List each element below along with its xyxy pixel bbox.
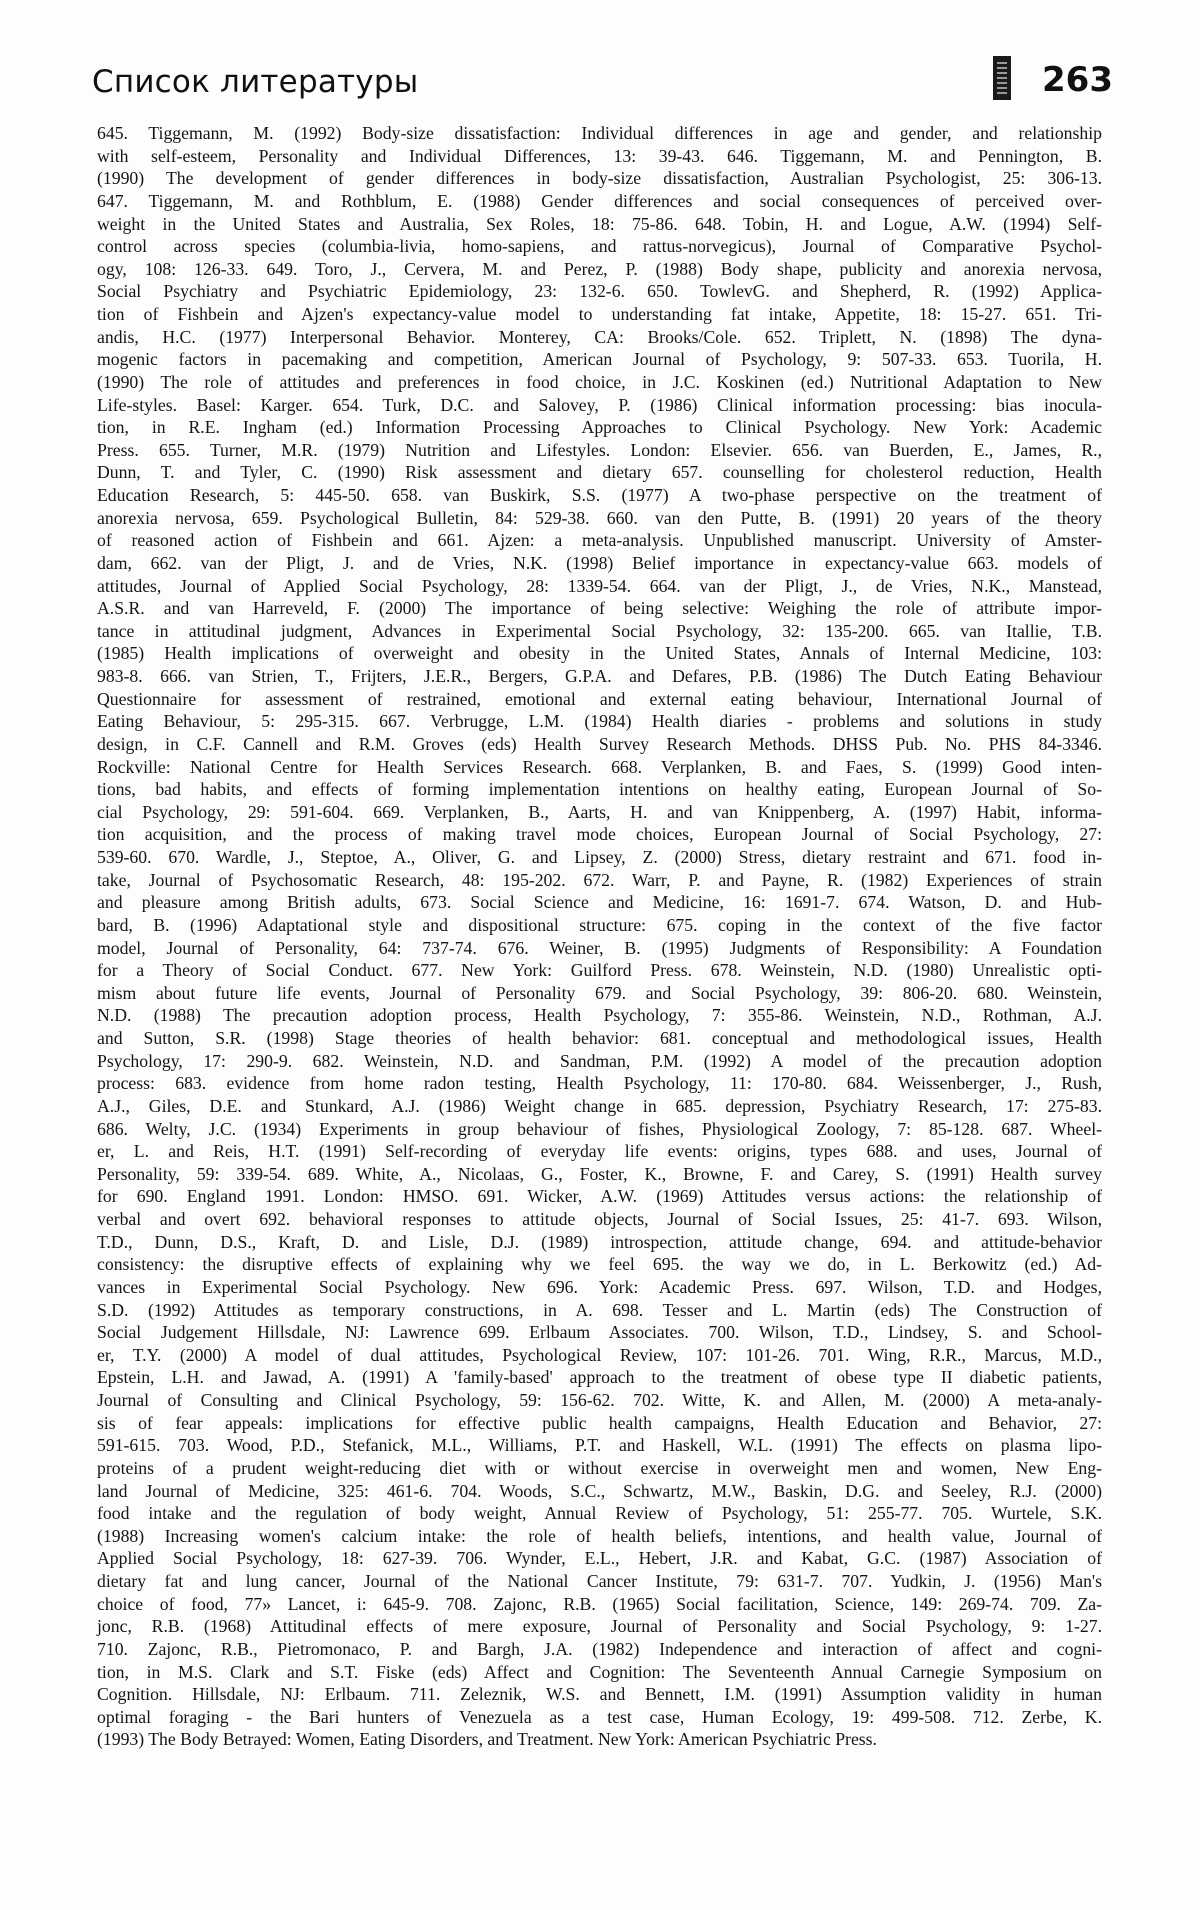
page-number: 263 (1042, 60, 1113, 100)
reference-line: and pleasure among British adults, 673. Social Science and Medicine, 16: 1691-7. 674. Watson, D. and Hub- (97, 892, 1102, 913)
reference-line: Journal of Consulting and Clinical Psychology, 59: 156-62. 702. Witte, K. and Allen, M. (2000) A meta-analy- (97, 1390, 1102, 1410)
reference-line: dietary fat and lung cancer, Journal of the National Cancer Institute, 79: 631-7. 707. Yudkin, J. (1956) Man's (97, 1571, 1102, 1591)
reference-line: (1990) The development of gender differences in body-size dissatisfaction, Australian Psychologist, 25: 306-13. (97, 168, 1102, 189)
reference-line: 686. Welty, J.C. (1934) Experiments in group behaviour of fishes, Physiological Zoology, 7: 85-128. 687. Wheel- (97, 1118, 1102, 1139)
reference-list (97, 122, 1102, 1751)
reference-line: tions, bad habits, and effects of forming implementation intentions on healthy eating, European Journal of So- (97, 779, 1102, 800)
reference-line: 539-60. 670. Wardle, J., Steptoe, A., Oliver, G. and Lipsey, Z. (2000) Stress, dietary restraint and 671. food in- (97, 847, 1102, 867)
reference-line: N.D. (1988) The precaution adoption process, Health Psychology, 7: 355-86. Weinstein, N.D., Rothman, A.J. (97, 1005, 1102, 1026)
reference-line: dam, 662. van der Pligt, J. and de Vries, N.K. (1998) Belief importance in expectancy-value 663. models of (97, 552, 1102, 573)
reference-line: er, L. and Reis, H.T. (1991) Self-recording of everyday life events: origins, types 688. and uses, Journal of (97, 1141, 1102, 1162)
reference-line: choice of food, 77» Lancet, i: 645-9. 708. Zajonc, R.B. (1965) Social facilitation, Science, 149: 269-74. 709. Za- (97, 1593, 1102, 1614)
reference-line: sis of fear appeals: implications for effective public health campaigns, Health Education and Behavior, 27: (97, 1412, 1102, 1433)
reference-line: 647. Tiggemann, M. and Rothblum, E. (1988) Gender differences and social consequences of perceived over- (97, 190, 1102, 211)
reference-line: Eating Behaviour, 5: 295-315. 667. Verbrugge, L.M. (1984) Health diaries - problems and solutions in study (97, 711, 1102, 732)
reference-line: tion of Fishbein and Ajzen's expectancy-value model to understanding fat intake, Appetite, 18: 15-27. 651. Tri- (97, 304, 1102, 324)
reference-line: tion, in R.E. Ingham (ed.) Information Processing Approaches to Clinical Psychology. New York: Academic (97, 417, 1102, 438)
reference-line: tion acquisition, and the process of making travel mode choices, European Journal of Social Psychology, 27: (97, 824, 1102, 845)
reference-line: Life-styles. Basel: Karger. 654. Turk, D.C. and Salovey, P. (1986) Clinical information processing: bias inocula- (97, 394, 1102, 415)
reference-line: attitudes, Journal of Applied Social Psychology, 28: 1339-54. 664. van der Pligt, J., de Vries, N.K., Manstead, (97, 575, 1102, 596)
reference-line: consistency: the disruptive effects of explaining why we feel 695. the way we do, in L. Berkowitz (ed.) Ad- (97, 1254, 1102, 1275)
reference-line: S.D. (1992) Attitudes as temporary constructions, in A. 698. Tesser and L. Martin (eds) The Construction of (97, 1299, 1102, 1320)
reference-line: 710. Zajonc, R.B., Pietromonaco, P. and Bargh, J.A. (1982) Independence and interaction of affect and cogni- (97, 1638, 1102, 1659)
running-head-title: Список литературы (92, 64, 419, 100)
reference-line: Epstein, L.H. and Jawad, A. (1991) A 'family-based' approach to the treatment of obese type II diabetic patients, (97, 1367, 1102, 1388)
reference-line: Social Psychiatry and Psychiatric Epidemiology, 23: 132-6. 650. TowlevG. and Shepherd, R. (1992) Applica- (97, 281, 1102, 302)
reference-line: process: 683. evidence from home radon testing, Health Psychology, 11: 170-80. 684. Weissenberger, J., Rush, (97, 1073, 1102, 1094)
reference-line: tance in attitudinal judgment, Advances in Experimental Social Psychology, 32: 135-200. 665. van Itallie, T.B. (97, 620, 1102, 641)
reference-line: control across species (columbia-livia, homo-sapiens, and rattus-norvegicus), Journal of Comparative Psychol- (97, 236, 1102, 257)
reference-line: mogenic factors in pacemaking and competition, American Journal of Psychology, 9: 507-33. 653. Tuorila, H. (97, 349, 1102, 370)
reference-line: Questionnaire for assessment of restrained, emotional and external eating behaviour, International Journal of (97, 688, 1102, 709)
reference-line: mism about future life events, Journal of Personality 679. and Social Psychology, 39: 806-20. 680. Weinstein, (97, 982, 1102, 1003)
reference-line: vances in Experimental Social Psychology. New 696. York: Academic Press. 697. Wilson, T.D. and Hodges, (97, 1276, 1102, 1297)
reference-line: with self-esteem, Personality and Individual Differences, 13: 39-43. 646. Tiggemann, M. and Pennington, B. (97, 145, 1102, 166)
reference-line: T.D., Dunn, D.S., Kraft, D. and Lisle, D.J. (1989) introspection, attitude change, 694. and attitude-behavior (97, 1231, 1102, 1252)
thumb-index-marker-icon (993, 56, 1011, 100)
reference-line: design, in C.F. Cannell and R.M. Groves (eds) Health Survey Research Methods. DHSS Pub. No. PHS 84-3346. (97, 733, 1102, 754)
reference-line: bard, B. (1996) Adaptational style and dispositional structure: 675. coping in the context of the five factor (97, 914, 1102, 935)
reference-line: Psychology, 17: 290-9. 682. Weinstein, N.D. and Sandman, P.M. (1992) A model of the precaution adoption (97, 1050, 1102, 1071)
reference-line: (1985) Health implications of overweight and obesity in the United States, Annals of Internal Medicine, 103: (97, 643, 1102, 664)
reference-line: A.S.R. and van Harreveld, F. (2000) The importance of being selective: Weighing the role of attribute impor- (97, 598, 1102, 619)
reference-line: (1988) Increasing women's calcium intake: the role of health beliefs, intentions, and health value, Journal of (97, 1525, 1102, 1546)
reference-line: Applied Social Psychology, 18: 627-39. 706. Wynder, E.L., Hebert, J.R. and Kabat, G.C. (1987) Association of (97, 1548, 1102, 1569)
reference-line: A.J., Giles, D.E. and Stunkard, A.J. (1986) Weight change in 685. depression, Psychiatry Research, 17: 275-83. (97, 1095, 1102, 1116)
reference-line: (1993) The Body Betrayed: Women, Eating Disorders, and Treatment. New York: American Psychiatric Press. (97, 1729, 877, 1750)
reference-line: for 690. England 1991. London: HMSO. 691. Wicker, A.W. (1969) Attitudes versus actions: the relationship of (97, 1186, 1102, 1207)
reference-line: Dunn, T. and Tyler, C. (1990) Risk assessment and dietary 657. counselling for cholesterol reduction, Health (97, 462, 1102, 483)
reference-line: tion, in M.S. Clark and S.T. Fiske (eds) Affect and Cognition: The Seventeenth Annual Carnegie Symposium on (97, 1661, 1102, 1682)
reference-line: food intake and the regulation of body weight, Annual Review of Psychology, 51: 255-77. 705. Wurtele, S.K. (97, 1503, 1102, 1524)
reference-line: for a Theory of Social Conduct. 677. New York: Guilford Press. 678. Weinstein, N.D. (1980) Unrealistic opti- (97, 960, 1102, 981)
reference-line: anorexia nervosa, 659. Psychological Bulletin, 84: 529-38. 660. van den Putte, B. (1991) 20 years of the theory (97, 507, 1102, 528)
reference-line: Education Research, 5: 445-50. 658. van Buskirk, S.S. (1977) A two-phase perspective on the treatment of (97, 485, 1102, 505)
reference-line: 645. Tiggemann, M. (1992) Body-size dissatisfaction: Individual differences in age and gender, and relationship (97, 123, 1102, 143)
reference-line: 591-615. 703. Wood, P.D., Stefanick, M.L., Williams, P.T. and Haskell, W.L. (1991) The effects on plasma lipo- (97, 1435, 1102, 1456)
reference-line: take, Journal of Psychosomatic Research, 48: 195-202. 672. Warr, P. and Payne, R. (1982) Experiences of strain (97, 869, 1102, 890)
reference-line: er, T.Y. (2000) A model of dual attitudes, Psychological Review, 107: 101-26. 701. Wing, R.R., Marcus, M.D., (97, 1344, 1102, 1365)
reference-line: andis, H.C. (1977) Interpersonal Behavior. Monterey, CA: Brooks/Cole. 652. Triplett, N. (1898) The dyna- (97, 326, 1102, 347)
reference-line: (1990) The role of attitudes and preferences in food choice, in J.C. Koskinen (ed.) Nutritional Adaptation to New (97, 371, 1102, 392)
reference-line: ogy, 108: 126-33. 649. Toro, J., Cervera, M. and Perez, P. (1988) Body shape, publicity and anorexia nervosa, (97, 258, 1102, 279)
reference-line: weight in the United States and Australia, Sex Roles, 18: 75-86. 648. Tobin, H. and Logue, A.W. (1994) Self- (97, 213, 1102, 234)
reference-line: Rockville: National Centre for Health Services Research. 668. Verplanken, B. and Faes, S. (1999) Good inten- (97, 756, 1102, 777)
reference-line: verbal and overt 692. behavioral responses to attitude objects, Journal of Social Issues, 25: 41-7. 693. Wilson, (97, 1209, 1102, 1229)
reference-line: model, Journal of Personality, 64: 737-74. 676. Weiner, B. (1995) Judgments of Responsibility: A Foundation (97, 937, 1102, 958)
reference-line: Press. 655. Turner, M.R. (1979) Nutrition and Lifestyles. London: Elsevier. 656. van Buerden, E., James, R., (97, 439, 1102, 460)
reference-line: cial Psychology, 29: 591-604. 669. Verplanken, B., Aarts, H. and van Knippenberg, A. (1997) Habit, informa- (97, 801, 1102, 822)
reference-line: of reasoned action of Fishbein and 661. Ajzen: a meta-analysis. Unpublished manuscript. University of Amster- (97, 530, 1102, 551)
reference-line: Cognition. Hillsdale, NJ: Erlbaum. 711. Zeleznik, W.S. and Bennett, I.M. (1991) Assumption validity in human (97, 1684, 1102, 1705)
reference-line: proteins of a prudent weight-reducing diet with or without exercise in overweight men and women, New Eng- (97, 1457, 1102, 1478)
reference-line: 983-8. 666. van Strien, T., Frijters, J.E.R., Bergers, G.P.A. and Defares, P.B. (1986) The Dutch Eating Behaviour (97, 666, 1102, 686)
reference-line: optimal foraging - the Bari hunters of Venezuela as a test case, Human Ecology, 19: 499-508. 712. Zerbe, K. (97, 1706, 1102, 1727)
reference-line: Personality, 59: 339-54. 689. White, A., Nicolaas, G., Foster, K., Browne, F. and Carey, S. (1991) Health survey (97, 1163, 1102, 1184)
reference-line: and Sutton, S.R. (1998) Stage theories of health behavior: 681. conceptual and methodological issues, Health (97, 1028, 1102, 1048)
reference-line: Social Judgement Hillsdale, NJ: Lawrence 699. Erlbaum Associates. 700. Wilson, T.D., Lindsey, S. and School- (97, 1322, 1102, 1343)
reference-line: land Journal of Medicine, 325: 461-6. 704. Woods, S.C., Schwartz, M.W., Baskin, D.G. and Seeley, R.J. (2000) (97, 1480, 1102, 1501)
reference-line: jonc, R.B. (1968) Attitudinal effects of mere exposure, Journal of Personality and Social Psychology, 9: 1-27. (97, 1616, 1102, 1637)
